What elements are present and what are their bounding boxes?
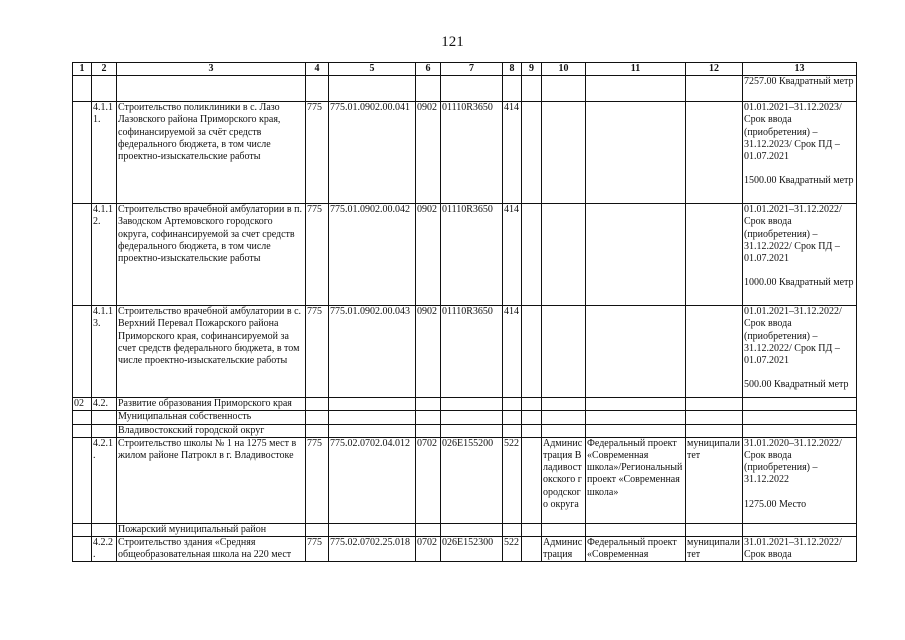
cell-code-7: 026E155200	[441, 437, 503, 523]
table-row	[73, 204, 857, 306]
cell-section-code: 02	[73, 398, 92, 411]
cell-project: Федеральный проект «Современная школа»/Региональный проект «Современная школа»	[586, 437, 686, 523]
header-cell: 6	[416, 63, 441, 76]
terms-text: 31.01.2020–31.12.2022/ Срок ввода (приобретения) – 31.12.2022	[744, 437, 842, 486]
cell-code-8: 414	[503, 102, 522, 204]
capacity-text: 1500.00 Квадратный метр	[744, 175, 854, 187]
table-row	[73, 537, 857, 562]
cell-item-number: 4.2.2.	[92, 537, 117, 562]
header-cell: 3	[117, 63, 306, 76]
cell-terms: 31.01.2021–31.12.2022/ Срок ввода	[743, 537, 857, 562]
cell-object-name: Строительство врачебной амбулатории в с. Верхний Перевал Пожарского района Приморского края, софинансируемой за счет средств федерального бюджета, в том числе проектно-изыскательские работы	[117, 306, 306, 398]
cell-code-5: 775.02.0702.04.012	[329, 437, 416, 523]
table-row	[73, 102, 857, 204]
table-row	[73, 411, 857, 424]
cell-code-8: 522	[503, 437, 522, 523]
terms-text: 01.01.2021–31.12.2022/ Срок ввода (приобретения) – 31.12.2022/ Срок ПД – 01.07.2021	[744, 306, 842, 367]
cell-code-5: 775.01.0902.00.043	[329, 306, 416, 398]
budget-table	[72, 62, 857, 562]
header-cell: 2	[92, 63, 117, 76]
cell-code-7: 01110R3650	[441, 102, 503, 204]
table-header-row	[73, 63, 857, 76]
cell-ownership: муниципалитет	[686, 437, 743, 523]
cell-code-8: 414	[503, 306, 522, 398]
cell-code-4: 775	[306, 437, 329, 523]
cell-code-4: 775	[306, 102, 329, 204]
subsection-title: Пожарский муниципальный район	[117, 523, 306, 536]
page-number: 121	[441, 34, 464, 50]
table-row	[73, 523, 857, 536]
header-cell: 7	[441, 63, 503, 76]
terms-text: 01.01.2021–31.12.2022/ Срок ввода (приобретения) – 31.12.2022/ Срок ПД – 01.07.2021	[744, 204, 842, 265]
cell-project: Федеральный проект «Современная	[586, 537, 686, 562]
cell-code-5: 775.01.0902.00.041	[329, 102, 416, 204]
header-cell: 5	[329, 63, 416, 76]
cell-code-6: 0902	[416, 204, 441, 306]
header-cell: 13	[743, 63, 857, 76]
cell-object-name: Строительство здания «Средняя общеобразовательная школа на 220 мест	[117, 537, 306, 562]
cell-code-4: 775	[306, 204, 329, 306]
table-row	[73, 76, 857, 102]
cell-code-8: 522	[503, 537, 522, 562]
cell-object-name: Строительство школы № 1 на 1275 мест в жилом районе Патрокл в г. Владивостоке	[117, 437, 306, 523]
cell-terms	[743, 437, 857, 523]
cell-administrator: Администрация Владивостокского городского округа	[542, 437, 586, 523]
cell-code-6: 0702	[416, 437, 441, 523]
subsection-title: Муниципальная собственность	[117, 411, 306, 424]
cell-code-5: 775.02.0702.25.018	[329, 537, 416, 562]
cell-item-number: 4.1.1 1.	[92, 102, 117, 204]
cell-code-6: 0702	[416, 537, 441, 562]
cell-code-8: 414	[503, 204, 522, 306]
cell-object-name: Строительство врачебной амбулатории в п. Заводском Артемовского городского округа, софинансируемой за счет средств федерального бюджета, в том числе проектно-изыскательские работы	[117, 204, 306, 306]
subsection-title: Владивостокский городской округ	[117, 424, 306, 437]
cell-code-6: 0902	[416, 306, 441, 398]
cell-code-7: 026E152300	[441, 537, 503, 562]
cell-item-number: 4.1.1 3.	[92, 306, 117, 398]
cell-item-number: 4.1.1 2.	[92, 204, 117, 306]
capacity-text: 1000.00 Квадратный метр	[744, 277, 854, 289]
cell-code-4: 775	[306, 537, 329, 562]
table-row	[73, 306, 857, 398]
cell-code-6: 0902	[416, 102, 441, 204]
cell-code-7: 01110R3650	[441, 306, 503, 398]
header-cell: 11	[586, 63, 686, 76]
header-cell: 1	[73, 63, 92, 76]
header-cell: 4	[306, 63, 329, 76]
cell-administrator: Администрация	[542, 537, 586, 562]
terms-text: 01.01.2021–31.12.2023/ Срок ввода (приобретения) – 31.12.2023/ Срок ПД – 01.07.2021	[744, 102, 842, 163]
table-row	[73, 424, 857, 437]
cell-code-4: 775	[306, 306, 329, 398]
capacity-text: 1275.00 Место	[744, 498, 807, 510]
cell-capacity: 7257.00 Квадратный метр	[743, 76, 857, 102]
table-row	[73, 398, 857, 411]
cell-code-7: 01110R3650	[441, 204, 503, 306]
cell-terms	[743, 204, 857, 306]
capacity-text: 500.00 Квадратный метр	[744, 379, 849, 391]
header-cell: 12	[686, 63, 743, 76]
cell-ownership: муниципалитет	[686, 537, 743, 562]
header-cell: 8	[503, 63, 522, 76]
header-cell: 10	[542, 63, 586, 76]
section-title: Развитие образования Приморского края	[117, 398, 306, 411]
header-cell: 9	[522, 63, 542, 76]
cell-item-number: 4.2.1.	[92, 437, 117, 523]
cell-terms	[743, 102, 857, 204]
cell-terms	[743, 306, 857, 398]
cell-object-name: Строительство поликлиники в с. Лазо Лазовского района Приморского края, софинансируемой за счёт средств федерального бюджета, в том числе проектно-изыскательские работы	[117, 102, 306, 204]
cell-code-5: 775.01.0902.00.042	[329, 204, 416, 306]
table-row	[73, 437, 857, 523]
cell-item-number: 4.2.	[92, 398, 117, 411]
